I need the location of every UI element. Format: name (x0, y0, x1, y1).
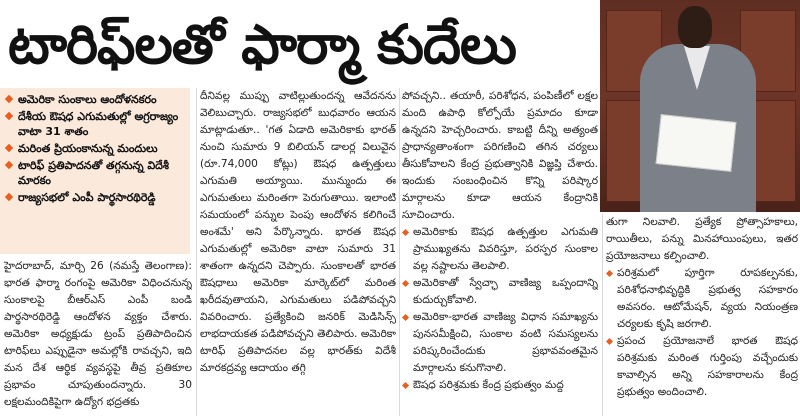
highlight-item: రాజ్యసభలో ఎంపీ పార్థసారథిరెడ్డి (4, 190, 186, 205)
highlights-box (0, 88, 190, 254)
highlight-item: మరింత ప్రియంకానున్న మందులు (4, 141, 186, 156)
article-column-1 (4, 258, 192, 416)
mp-photo (600, 0, 800, 212)
column-divider (399, 88, 400, 416)
article-column-4 (606, 214, 798, 416)
suggestion-item: అమెరికాతో స్వేచ్ఛా వాణిజ్య ఒప్పందాన్ని కుదుర్చుకోవాలి. (402, 275, 598, 309)
column-text: హైదరాబాద్, మార్చి 26 (నమస్తే తెలంగాణ): భారత ఫార్మా రంగంపై అమెరికా విధించనున్న సుంకాలపై బీఆర్ఎస్ ఎంపీ బండి పార్థసారథిరెడ్డి ఆందోళన వ్యక్తం చేశారు. అమెరికా అధ్యక్షుడు ట్రంప్ ప్రతిపాదించిన టారిఫ్‌లు ఎప్పుడైనా అమల్లోకి రావచ్చని, ఇది మన దేశ ఆర్థిక వ్యవస్థపై తీవ్ర ప్రతికూల ప్రభావం చూపుతుందన్నారు. 30 లక్షలమందికిపైగా ఉద్యోగ భద్రతకు (4, 260, 192, 408)
suggestion-item: అమెరికా-భారత వాణిజ్య విధాన సమాఖ్యను పునసమీక్షించి, సుంకాల వంటి సమస్యలను పరిష్కరించేందుకు ప్రభావవంతమైన మార్గాలను కనుగొనాలి. (402, 309, 598, 377)
suggestion-item: పరిశ్రమలో పూర్తిగా రూపకల్పనకు, పరిశోధనాభివృద్ధికి ప్రభుత్వ సహకారం అవసరం. ఆటోమేషన్, వ్యయ నియంత్రణ చర్యలకు కృషి జరగాలి. (606, 265, 798, 333)
headline: టారిఫ్‌లతో ఫార్మా కుదేలు (8, 13, 516, 76)
suggestion-item: ప్రపంచ ప్రయోజనాలే భారత ఔషధ పరిశ్రమకు మరింత గుర్తింపు వచ్చేందుకు కావాల్సిన అన్ని సహకారాలను కేంద్ర ప్రభుత్వం అందించాలి. (606, 333, 798, 401)
column-text: దీనివల్ల ముప్పు వాటిల్లుతుందన్న ఆవేదనను వెలిబుచ్చారు. రాజ్యసభలో బుధవారం ఆయన మాట్లాడుతూ.. 'గత ఏడాది అమెరికాకు భారత్ నుంచి సుమారు 9 బిలియన్ డాలర్ల విలువైన (రూ.74,000 కోట్లు) ఔషధ ఉత్పత్తులు ఎగుమతి అయ్యాయి. మున్ముందు ఈ ఎగుమతులు మరింతగా పెరుగుతాయి. ఇలాంటి సమయంలో పన్నుల పెంపు ఆందోళన కలిగించే అంశమే' అని పేర్కొన్నారు. భారత ఔషధ ఎగుమతుల్లో అమెరికా వాటా సుమారు 31 శాతంగా ఉన్నదని చెప్పారు. సుంకాలతో భారత ఔషధాలు అమెరికా మార్కెట్‌లో మరింత ఖరీదవుతాయని, ఎగుమతులు పడిపోవచ్చని వివరించారు. ప్రత్యేకించి జనరిక్ మెడిసిన్స్ లాభదాయకత పడిపోవచ్చని తెలిపారు. అమెరికా టారిఫ్ ప్రతిపాదనల వల్ల భారత్‌కు విదేశీ మారకద్రవ్య ఆదాయం తగ్గి (200, 90, 396, 374)
suggestion-item: అమెరికాకు ఔషధ ఉత్పత్తుల ఎగుమతి ప్రాముఖ్యతను వివరిస్తూ, పరస్పర సుంకాల వల్ల నష్టాలను తెలపాలి. (402, 224, 598, 275)
article-column-3 (402, 88, 598, 416)
highlight-item: దేశీయ ఔషధ ఎగుమతుల్లో అగ్రరాజ్యం వాటా 31 శాతం (4, 109, 186, 139)
column-divider (196, 88, 197, 416)
highlight-item: అమెరికా సుంకాలు ఆందోళనకరం (4, 92, 186, 107)
column-text: పోవచ్చని.. తయారీ, పరిశోధన, పంపిణీలో లక్షల మంది ఉపాధి కోల్పోయే ప్రమాదం కూడా ఉన్నదని హెచ్చరించారు. కాబట్టి దీన్ని అత్యంత ప్రాధాన్యతాంశంగా పరిగణించి తగిన చర్యలు తీసుకోవాలని కేంద్ర ప్రభుత్వానికి విజ్ఞప్తి చేశారు. ఇందుకు సంబంధించిన కొన్ని పరిష్కార మార్గాలను కూడా ఆయన కేంద్రానికి సూచించారు. (402, 90, 598, 221)
suggestion-item: ఔషధ పరిశ్రమకు కేంద్ర ప్రభుత్వం మద్ద (402, 377, 598, 394)
column-divider (602, 214, 603, 416)
article-column-2 (200, 88, 396, 416)
column-text: తుగా నిలవాలి. ప్రత్యేక ప్రోత్సాహకాలు, రాయితీలు, పన్ను మినహాయింపులు, ఇతర ప్రయోజనాలు కల్పించాలి. (606, 216, 798, 262)
highlight-item: టారిఫ్ ప్రతిపాదనతో తగ్గనున్న విదేశీ మారకం (4, 158, 186, 188)
